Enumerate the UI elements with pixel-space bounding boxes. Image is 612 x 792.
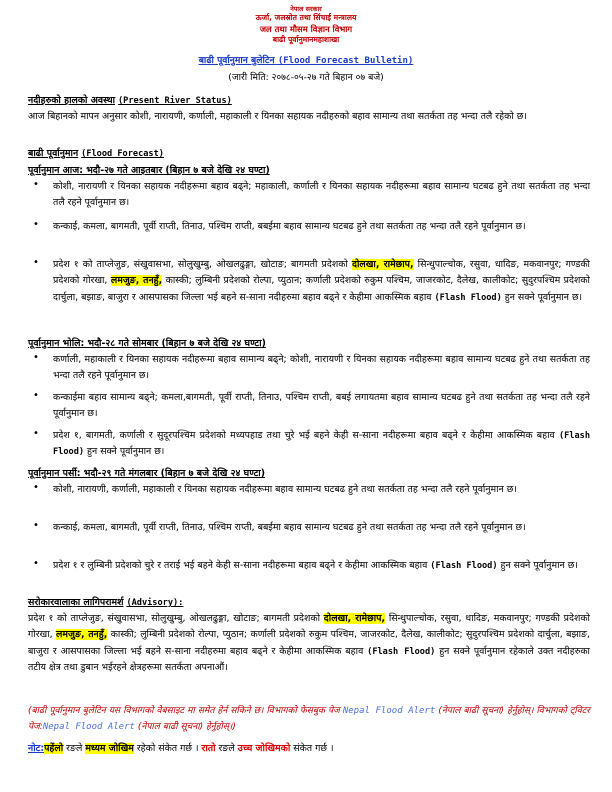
forecast-dayafter-heading: पूर्वानुमान पर्सी: भदौ-२९ गते मंगलबार (बिहान ७ बजे देखि २४ घण्टा) bbox=[28, 468, 266, 479]
advisory-heading-en: (Advisory): bbox=[126, 598, 184, 608]
social-media-note: (बाढी पूर्वानुमान बुलेटिन यस विभागको वेबसाइट मा समेत हेर्न सकिने छ। विभागको फेसबुक पेज Nepal Flood Alert (नेपाल बाढी सूचना) हेर्नुहोस्। विभागको ट्विटर पेज:Nepal Flood Alert (नेपाल बाढी सूचना) हेर्नुहोस्।) bbox=[28, 706, 590, 733]
river-status-heading: नदीहरुको हालको अवस्था (Present River Status) bbox=[28, 95, 232, 106]
medium-risk-label: मध्यम जोखिम bbox=[85, 743, 134, 754]
title-nepali: बाढी पूर्वानुमान बुलेटिन bbox=[198, 55, 275, 66]
bullet-icon: • bbox=[33, 179, 39, 190]
red-label: रातो bbox=[201, 743, 216, 754]
forecast-heading: बाढी पूर्वानुमान (Flood Forecast) bbox=[28, 148, 164, 159]
bullet-icon: • bbox=[33, 428, 39, 439]
govt-name: नेपाल सरकार bbox=[290, 5, 322, 13]
high-risk-label: उच्च जोखिमको bbox=[237, 743, 291, 754]
tomorrow-bullet-2: कन्काईमा बहाव सामान्य बढ्ने; कमला,बागमती, पूर्वी राप्ती, तिनाउ, पश्चिम राप्ती, बबई लगायतमा बहाव सामान्य घटबढ हुने तथा सतर्कता तह भन्दा तलै रहने पूर्वानुमान छ। bbox=[53, 392, 591, 420]
bulletin-title bbox=[0, 53, 612, 66]
note-label: नोट: bbox=[28, 743, 45, 754]
today-bullet-2: कन्काई, कमला, बागमती, पूर्वी राप्ती, तिनाउ, पश्चिम राप्ती, बबईमा बहाव सामान्य घटबढ हुने तथा सतर्कता तह भन्दा तलै रहने पूर्वानुमान छ। bbox=[53, 221, 526, 232]
highlight-district: लमजुङ, तनहुँ, bbox=[56, 629, 108, 641]
issued-date: (जारी मिति: २०७८-०५-२७ गते बिहान ०७ बजे) bbox=[228, 72, 384, 83]
tomorrow-bullet-1: कर्णाली, महाकाली र यिनका सहायक नदीहरूमा बहाव सामान्य बढ्ने; कोशी, नारायणी र यिनका सहायक नदीहरूमा बहाव सामान्य घटबढ हुने तथा सतर्कता तह भन्दा तलै रहने पूर्वानुमान छ। bbox=[53, 354, 590, 382]
forecast-tomorrow-heading: पूर्वानुमान भोलि: भदौ-२८ गते सोमबार (बिहान ७ बजे देखि २४ घण्टा) bbox=[28, 338, 266, 349]
bullet-icon: • bbox=[33, 482, 39, 493]
department-name: जल तथा मौसम विज्ञान विभाग bbox=[259, 24, 353, 34]
highlight-district: लमजुङ, तनहुँ, bbox=[110, 275, 163, 287]
bullet-icon: • bbox=[33, 352, 39, 363]
bullet-icon: • bbox=[33, 558, 39, 569]
twitter-page-link[interactable]: Nepal Flood Alert bbox=[42, 722, 135, 733]
advisory-text: प्रदेश १ को ताप्लेजुङ, संखुवासभा, सोलुखुम्बु, ओखलढुङ्गा, खोटाङ; बागमती प्रदेशको दोलखा, रामेछाप, सिन्धुपाल्चोक, रसुवा, धादिङ, मकवानपुर; गण्डकी प्रदेशको गोरखा, लमजुङ, तनहुँ, कास्की; लुम्बिनी प्रदेशको रोल्पा, प्युठान; कर्णाली प्रदेशको रुकुम पश्चिम, जाजरकोट, दैलेख, कालीकोट; सुदुरपश्चिम प्रदेशको दार्चुला, बझाङ, बाजुरा र आसपासका जिल्ला भई बहने स-साना नदीहरुमा बहाव बढ्ने र केहीमा आकस्मिक बहाव (Flash Flood) हुन सक्ने पूर्वानुमान रहेकाले उक्त नदीहरुका तटीय क्षेत्र तथा डुबान भईरहने क्षेत्रहरूमा सतर्कता अपनाऔं। bbox=[28, 613, 590, 674]
today-bullet-3: प्रदेश १ को ताप्लेजुङ, संखुवासभा, सोलुखुम्बु, ओखलढुङ्गा, खोटाङ; बागमती प्रदेशको दोलखा, रामेछाप, सिन्धुपाल्चोक, रसुवा, धादिङ, मकवानपुर; गण्डकी प्रदेशको गोरखा, लमजुङ, तनहुँ, कास्की; लुम्बिनी प्रदेशको रोल्पा, प्युठान; कर्णाली प्रदेशको रुकुम पश्चिम, जाजरकोट, दैलेख, कालीकोट; सुदुरपश्चिम प्रदेशको दार्चुला, बझाङ, बाजुरा र आसपासका जिल्ला भई बहने स-साना नदीहरुमा बहाव बढ्ने र केहीमा आकस्मिक बहाव (Flash Flood) हुन सक्ने पूर्वानुमान छ। bbox=[53, 259, 590, 303]
title-english: (Flood Forecast Bulletin) bbox=[277, 56, 414, 66]
highlight-district: दोलखा, रामेछाप, bbox=[351, 259, 414, 270]
dayafter-bullet-3: प्रदेश १ र लुम्बिनी प्रदेशको चुरे र तराई भई बहने केही स-साना नदीहरूमा बहाव बढ्ने र केहीमा आकस्मिक बहाव (Flash Flood) हुन सक्ने पूर्वानुमान छ। bbox=[53, 560, 578, 571]
bullet-icon: • bbox=[33, 520, 39, 531]
color-legend-note: नोट:पहेंलो रङले मध्यम जोखिम रहेको संकेत गर्छ । रातो रङले उच्च जोखिमको संकेत गर्छ । bbox=[28, 743, 334, 754]
dayafter-bullet-1: कोशी, नारायणी, कर्णाली, महाकाली र यिनका सहायक नदीहरूमा बहाव सामान्य घटबढ हुने तथा सतर्कता तह भन्दा तलै रहने पूर्वानुमान छ। bbox=[53, 484, 517, 495]
today-bullet-1: कोशी, नारायणी र यिनका सहायक नदीहरूमा बहाव बढ्ने; महाकाली, कर्णाली र यिनका सहायक नदीहरूमा बहाव सामान्य घटबढ हुने तथा सतर्कता तह भन्दा तलै रहने पूर्वानुमान छ। bbox=[53, 181, 590, 209]
dayafter-bullet-2: कन्काई, कमला, बागमती, पूर्वी राप्ती, तिनाउ, पश्चिम राप्ती, बबईमा बहाव सामान्य घटबढ हुने तथा सतर्कता तह भन्दा तलै रहने पूर्वानुमान छ। bbox=[53, 522, 526, 533]
forecast-today-heading: पूर्वानुमान आज: भदौ-२७ गते आइतबार (बिहान ७ बजे देखि २४ घण्टा) bbox=[28, 165, 270, 176]
highlight-district: दोलखा, रामेछाप, bbox=[323, 613, 386, 624]
bullet-icon: • bbox=[33, 257, 39, 268]
facebook-page-link[interactable]: Nepal Flood Alert bbox=[342, 706, 436, 716]
yellow-label: पहेंलो bbox=[44, 743, 64, 754]
advisory-heading: सरोकारवालाका लागिपरामर्श (Advisory): bbox=[28, 597, 184, 608]
ministry-name: ऊर्जा, जलस्रोत तथा सिंचाई मन्त्रालय bbox=[255, 13, 357, 22]
bullet-icon: • bbox=[33, 219, 39, 230]
river-status-text: आज बिहानको मापन अनुसार कोशी, नारायणी, कर्णाली, महाकाली र यिनका सहायक नदीहरुको बहाव सामान्य तथा सतर्कता तह भन्दा तलै रहेको छ। bbox=[28, 111, 527, 122]
tomorrow-bullet-3: प्रदेश १, बागमती, कर्णाली र सुदूरपश्चिम प्रदेशको मध्यपहाड तथा चुरे भई बहने केही स-साना नदीहरूमा बहाव बढ्ने र केहीमा आकस्मिक बहाव (Flash Flood) हुन सक्ने पूर्वानुमान छ। bbox=[53, 430, 590, 458]
division-name: बाढी पूर्वानुमानमहाशाखा bbox=[272, 35, 340, 44]
river-status-heading-en: (Present River Status) bbox=[117, 96, 232, 106]
bullet-icon: • bbox=[33, 390, 39, 401]
forecast-heading-en: (Flood Forecast) bbox=[81, 149, 164, 159]
